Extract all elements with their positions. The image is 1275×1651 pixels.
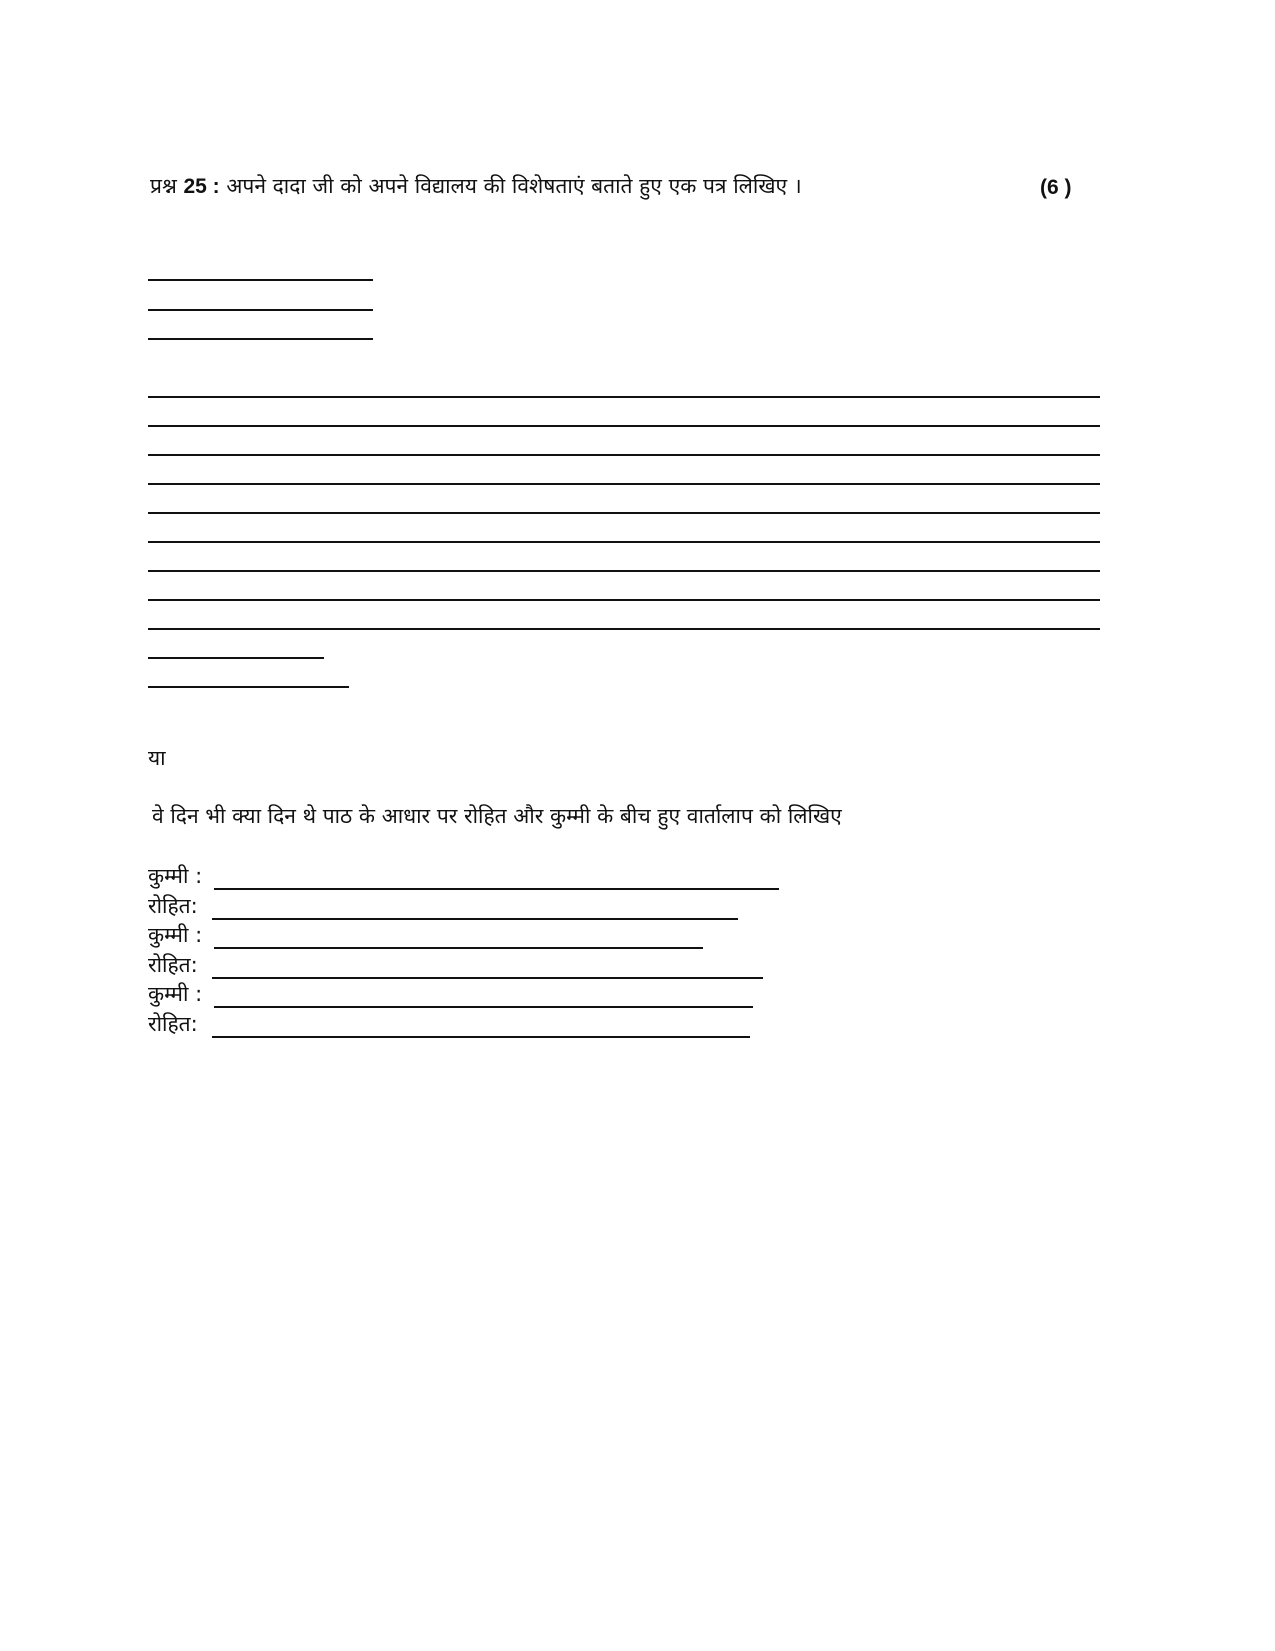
dialogue-answer-line[interactable] xyxy=(214,947,703,949)
speaker-label: रोहित: xyxy=(148,953,198,977)
letter-body-line[interactable] xyxy=(148,512,1100,514)
closing-line[interactable] xyxy=(148,657,324,659)
letter-body-line[interactable] xyxy=(148,570,1100,572)
letter-body-line[interactable] xyxy=(148,483,1100,485)
dialogue-answer-line[interactable] xyxy=(212,918,738,920)
dialogue-row xyxy=(148,892,738,920)
speaker-label: रोहित: xyxy=(148,1012,198,1036)
letter-body-line[interactable] xyxy=(148,599,1100,601)
speaker-label: कुम्मी : xyxy=(148,982,203,1006)
letter-body-line[interactable] xyxy=(148,541,1100,543)
question-number: 25 : xyxy=(183,175,220,198)
address-line[interactable] xyxy=(148,279,373,281)
letter-body-line[interactable] xyxy=(148,454,1100,456)
dialogue-answer-line[interactable] xyxy=(214,888,779,890)
letter-body-line[interactable] xyxy=(148,396,1100,398)
question-marks: (6 ) xyxy=(1040,176,1072,199)
dialogue-answer-line[interactable] xyxy=(214,1006,753,1008)
dialogue-row xyxy=(148,862,778,890)
address-line[interactable] xyxy=(148,309,373,311)
question-text: अपने दादा जी को अपने विद्यालय की विशेषताएं बताते हुए एक पत्र लिखिए । xyxy=(226,174,802,198)
dialogue-row xyxy=(148,1010,750,1038)
or-label: या xyxy=(148,746,166,770)
dialogue-answer-line[interactable] xyxy=(212,1036,750,1038)
speaker-label: रोहित: xyxy=(148,894,198,918)
address-line[interactable] xyxy=(148,338,373,340)
closing-line[interactable] xyxy=(148,686,349,688)
dialogue-row xyxy=(148,980,753,1008)
dialogue-row xyxy=(148,921,703,949)
dialogue-row xyxy=(148,951,763,979)
letter-body-line[interactable] xyxy=(148,628,1100,630)
alternative-question: वे दिन भी क्या दिन थे पाठ के आधार पर रोहित और कुम्मी के बीच हुए वार्तालाप को लिखिए xyxy=(152,804,842,828)
speaker-label: कुम्मी : xyxy=(148,864,203,888)
question-line xyxy=(150,172,802,201)
dialogue-answer-line[interactable] xyxy=(212,977,763,979)
letter-body-line[interactable] xyxy=(148,425,1100,427)
speaker-label: कुम्मी : xyxy=(148,923,203,947)
question-prefix: प्रश्न xyxy=(150,174,177,198)
